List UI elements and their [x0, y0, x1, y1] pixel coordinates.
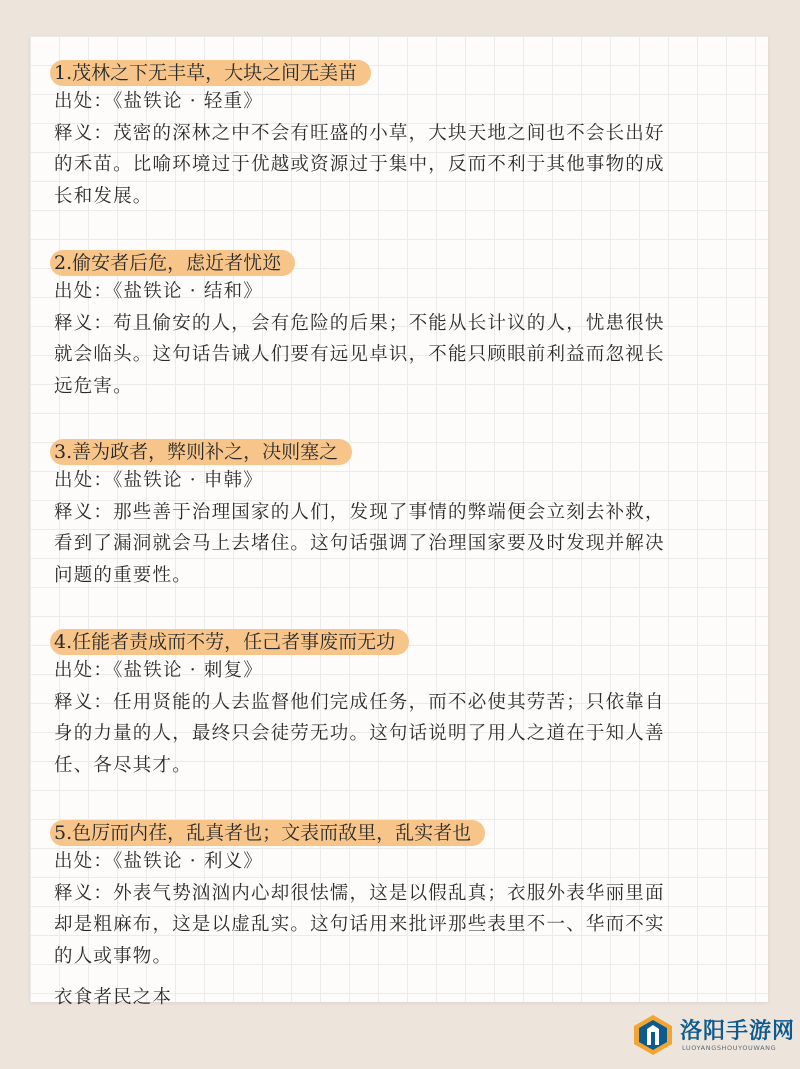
entry-source: 出处：《盐铁论 · 申韩》: [54, 470, 263, 491]
entry-meaning-line: 的人或事物。: [54, 945, 173, 967]
entry-source: 出处：《盐铁论 · 轻重》: [54, 91, 263, 112]
entry-title: 5.色厉而内荏，乱真者也；文表而敌里，乱实者也: [50, 820, 485, 846]
entry-title: 4.任能者责成而不劳，任己者事废而无功: [50, 629, 409, 655]
entry-4: [54, 629, 754, 781]
entry-meaning-line: 释义：那些善于治理国家的人们，发现了事情的弊端便会立刻去补救，: [54, 501, 665, 523]
entry-meaning-line: 任、各尽其才。: [54, 754, 192, 776]
entry-meaning-line: 就会临头。这句话告诫人们要有远见卓识，不能只顾眼前利益而忽视长: [54, 344, 665, 365]
watermark-domain: LUOYANGSHOUYOUWANG: [682, 1044, 777, 1052]
entry-5: [54, 820, 754, 972]
entry-meaning-line: 远危害。: [54, 375, 133, 397]
entry-source: 出处：《盐铁论 · 利义》: [54, 851, 263, 872]
entry-meaning-line: 释义：任用贤能的人去监督他们完成任务，而不必使其劳苦；只依靠自: [54, 691, 665, 713]
entry-source: 出处：《盐铁论 · 刺复》: [54, 660, 263, 681]
site-logo-icon: [630, 1012, 676, 1058]
watermark-name: 洛阳手游网: [680, 1019, 796, 1044]
entry-meaning-line: 身的力量的人，最终只会徒劳无功。这句话说明了用人之道在于知人善: [54, 723, 665, 744]
entry-meaning-line: 看到了漏洞就会马上去堵住。这句话强调了治理国家要及时发现并解决: [54, 533, 665, 554]
entry-2: [54, 250, 754, 402]
entry-meaning-line: 的禾苗。比喻环境过于优越或资源过于集中，反而不利于其他事物的成: [54, 154, 665, 175]
entry-source: 出处：《盐铁论 · 结和》: [54, 281, 263, 302]
entry-meaning-line: 问题的重要性。: [54, 564, 192, 586]
entry-meaning-line: 释义：茂密的深林之中不会有旺盛的小草，大块天地之间也不会长出好: [54, 122, 665, 144]
entry-1: [54, 60, 754, 212]
note-card: [30, 36, 768, 1008]
entry-3: [54, 439, 754, 591]
entry-meaning-line: 释义：苟且偷安的人，会有危险的后果；不能从长计议的人，忧患很快: [54, 312, 665, 334]
entry-title: 3.善为政者，弊则补之，决则塞之: [50, 439, 352, 465]
entry-meaning-line: 却是粗麻布，这是以虚乱实。这句话用来批评那些表里不一、华而不实: [54, 914, 665, 935]
entry-meaning-line: 长和发展。: [54, 185, 153, 207]
entry-title: 2.偷安者后危，虑近者忧迩: [50, 250, 295, 276]
footer-text: 衣食者民之本: [54, 987, 173, 1008]
watermark-logo: [630, 1008, 794, 1062]
entry-title: 1.茂林之下无丰草，大块之间无美苗: [50, 60, 371, 86]
entry-meaning-line: 释义：外表气势汹汹内心却很怯懦，这是以假乱真；衣服外表华丽里面: [54, 882, 665, 904]
